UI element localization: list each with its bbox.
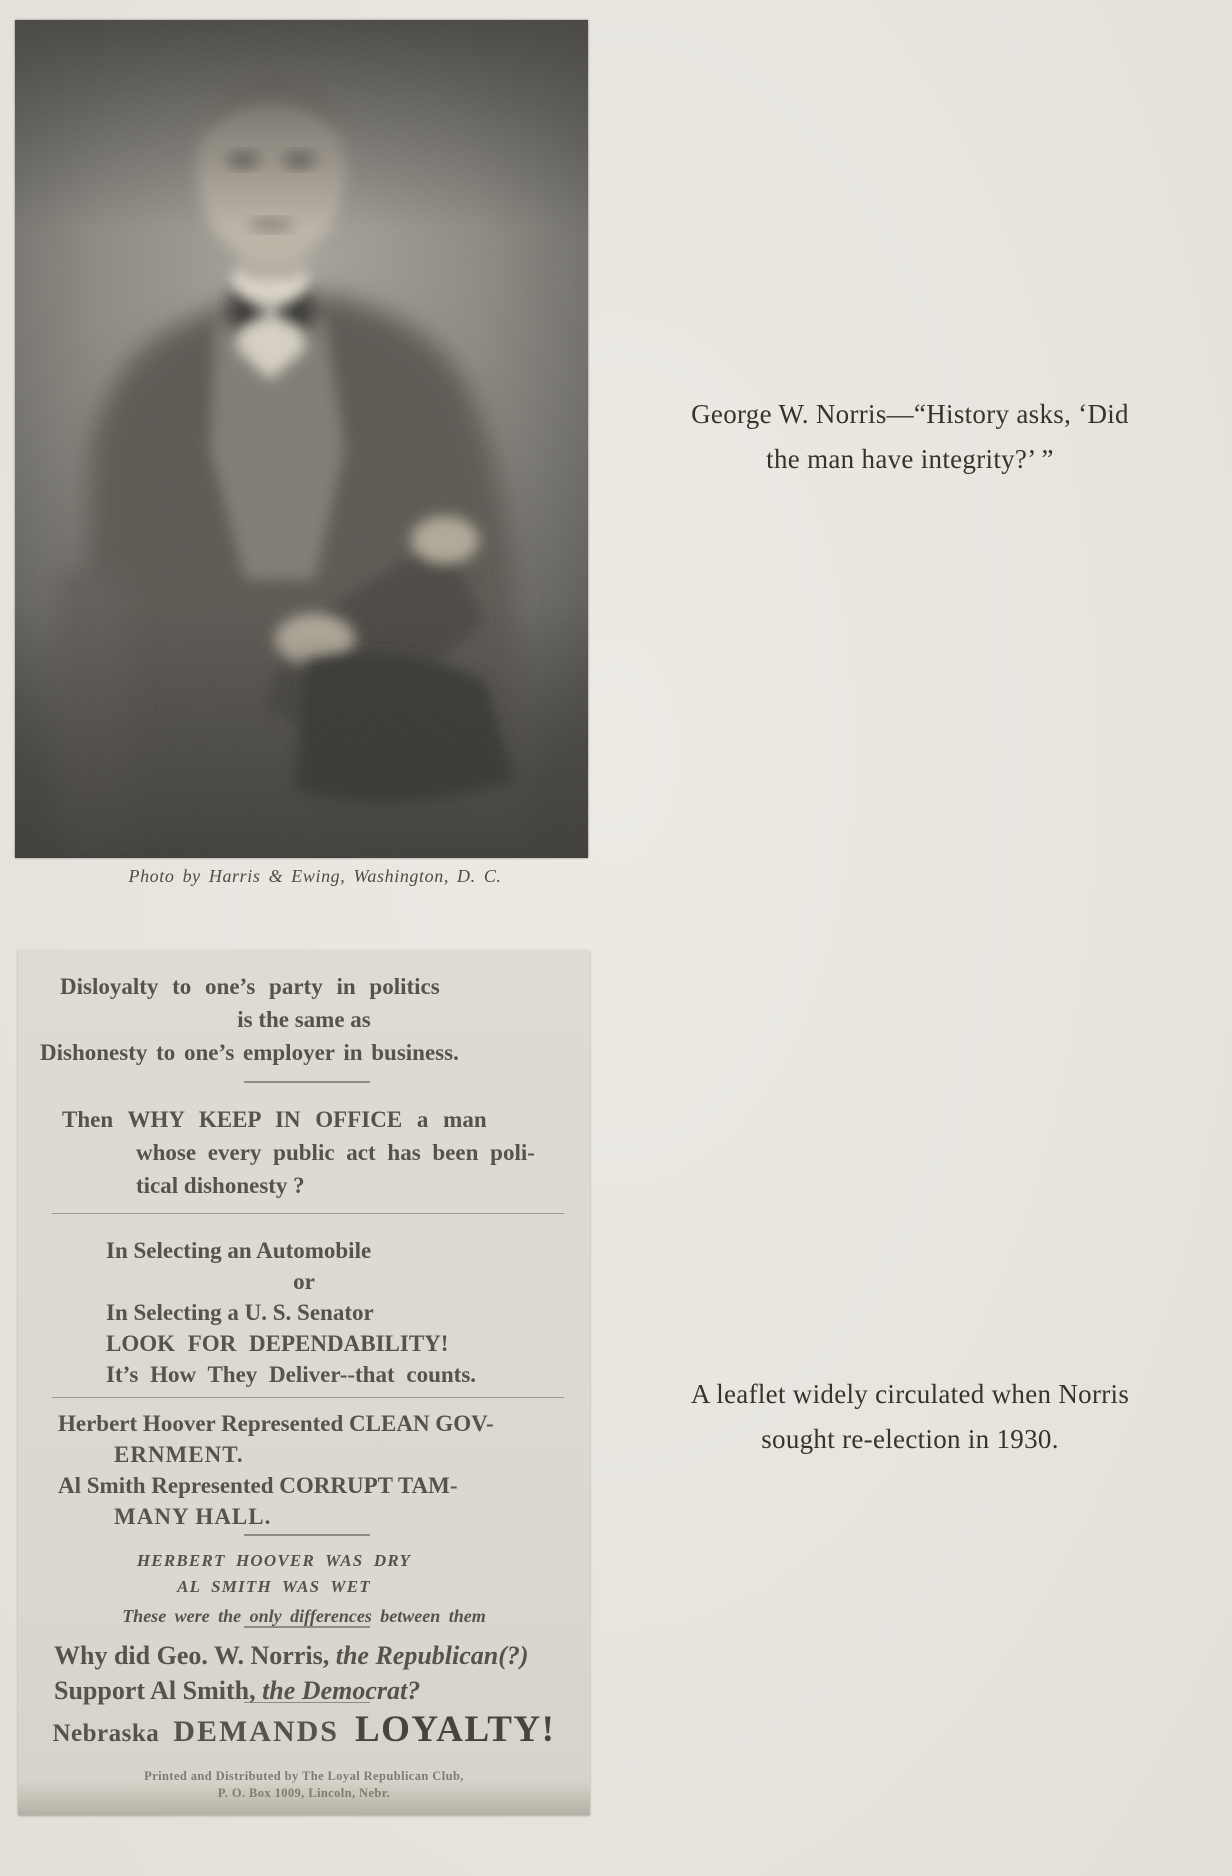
leaflet-text-line: tical dishonesty ? — [136, 1173, 305, 1198]
portrait-caption — [588, 392, 1232, 482]
leaflet-text-italic: the Republican(?) — [335, 1641, 529, 1670]
leaflet-text-line: In Selecting an Automobile — [106, 1238, 372, 1263]
leaflet-caption-line1: A leaflet widely circulated when Norris — [690, 1379, 1130, 1409]
portrait-caption-line1: George W. Norris—“History asks, ‘Did — [691, 399, 1129, 429]
divider — [244, 1081, 370, 1083]
portrait-photo — [15, 20, 588, 858]
leaflet-text-line: whose every public act has been poli- — [136, 1140, 535, 1165]
photo-credit: Photo by Harris & Ewing, Washington, D. C. — [128, 866, 502, 886]
leaflet-text-line: Disloyalty to one’s party in politics — [60, 974, 440, 999]
portrait-caption-line2: the man have integrity?’ ” — [766, 444, 1054, 474]
divider — [244, 1702, 370, 1703]
leaflet-imprint-line1: Printed and Distributed by The Loyal Republican Club, — [144, 1769, 464, 1783]
leaflet-text-line: Dishonesty to one’s employer in business. — [40, 1040, 459, 1065]
leaflet-text-line: or — [293, 1269, 315, 1294]
portrait-photo-illustration — [15, 20, 588, 858]
leaflet-text-line: Al Smith Represented CORRUPT TAM- — [58, 1473, 458, 1498]
leaflet-text-line: LOOK FOR DEPENDABILITY! — [106, 1331, 449, 1356]
leaflet-demands-text: DEMANDS — [173, 1715, 339, 1748]
leaflet-caption-line2: sought re-election in 1930. — [761, 1424, 1059, 1454]
divider — [244, 1626, 370, 1628]
leaflet-disloyalty-block — [18, 970, 590, 1069]
leaflet-selecting-block — [18, 1235, 590, 1390]
leaflet-demands-loyalty-line — [18, 1708, 590, 1751]
leaflet-text-line — [18, 1638, 590, 1673]
leaflet-caption — [588, 1372, 1232, 1462]
leaflet-text-line: HERBERT HOOVER WAS DRY — [136, 1551, 412, 1570]
leaflet-hoover-smith-block — [18, 1408, 590, 1532]
divider — [52, 1397, 564, 1398]
leaflet-text-plain: Support Al Smith, — [54, 1676, 263, 1705]
leaflet-text-italic: the Democrat? — [262, 1676, 421, 1705]
leaflet-text-line: In Selecting a U. S. Senator — [106, 1300, 374, 1325]
leaflet-text-line: Herbert Hoover Represented CLEAN GOV- — [58, 1411, 494, 1436]
leaflet-loyalty-text: LOYALTY! — [354, 1709, 556, 1750]
leaflet-text-line: ERNMENT. — [114, 1442, 244, 1467]
divider — [52, 1213, 564, 1214]
leaflet-dry-wet-block — [18, 1548, 590, 1632]
leaflet-text-line: is the same as — [237, 1007, 371, 1032]
leaflet-imprint — [18, 1768, 590, 1802]
leaflet-imprint-line2: P. O. Box 1009, Lincoln, Nebr. — [217, 1786, 391, 1800]
leaflet-why-did-block — [18, 1638, 590, 1708]
leaflet-why-keep-block — [18, 1103, 590, 1202]
leaflet-nebraska-text: Nebraska — [52, 1720, 160, 1747]
leaflet-text-line: Then WHY KEEP IN OFFICE a man — [62, 1107, 487, 1132]
leaflet-text-line: MANY HALL. — [114, 1504, 272, 1529]
leaflet — [18, 950, 590, 1815]
leaflet-text-plain: Why did Geo. W. Norris, — [54, 1641, 336, 1670]
leaflet-text-line: These were the only differences between them — [122, 1606, 486, 1626]
divider — [244, 1534, 370, 1536]
leaflet-text-line: AL SMITH WAS WET — [177, 1577, 371, 1596]
leaflet-text-line: It’s How They Deliver--that counts. — [106, 1362, 477, 1387]
